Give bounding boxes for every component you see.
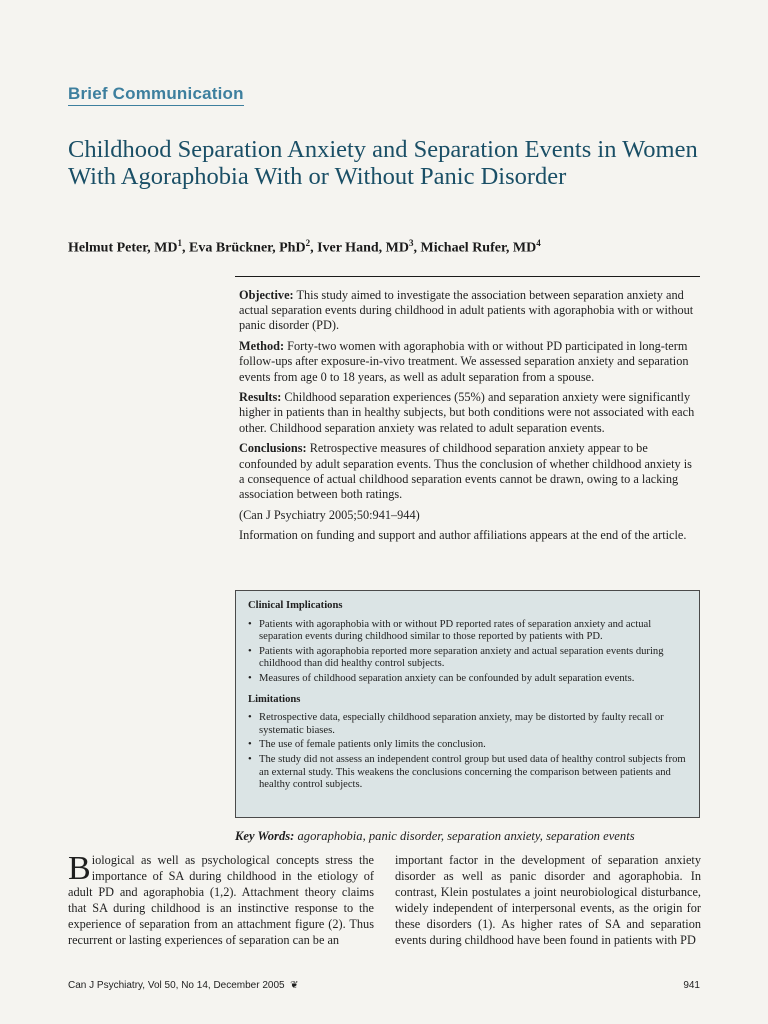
abstract-divider <box>235 276 700 277</box>
abstract-results-label: Results: <box>239 390 282 405</box>
limitations-list <box>248 712 687 792</box>
list-item: • Retrospective data, especially childhood separation anxiety, may be distorted by faulty recall or systematic biases. <box>248 712 687 737</box>
abstract-objective-text: This study aimed to investigate the association between separation anxiety and actual separation events during childhood in adult patients with agoraphobia with or without panic disorder (PD). <box>239 288 694 333</box>
author-affiliation-mark: 1 <box>177 238 182 248</box>
author-affiliation-mark: 3 <box>408 238 414 248</box>
author-separator: , <box>310 240 318 256</box>
body-column-left <box>68 850 374 948</box>
page-number: 941 <box>683 980 700 991</box>
key-words <box>235 829 715 844</box>
abstract-objective <box>239 288 700 334</box>
author-name: Helmut Peter, MD <box>68 240 178 256</box>
body-text-left: iological as well as psychological concepts stress the importance of SA during childhood in the etiology of adult PD and agoraphobia (1,2). Attachment theory claims that SA during childhood is an instinctive response to the experience of separation from an attachment figure (2). Thus recurrent or lasting experiences of separation can be an <box>68 853 374 947</box>
abstract-conclusions-text: Retrospective measures of childhood separation anxiety appear to be confounded by adult separation events. Thus the conclusion of whether childhood anxiety is a consequence of actual childhood separation events cannot be drawn, owing to a lacking association between both ratings. <box>239 441 692 501</box>
list-item: • Patients with agoraphobia with or without PD reported rates of separation anxiety and actual separation events during childhood similar to those reported by patients with PD. <box>248 619 687 644</box>
section-label: Brief Communication <box>68 84 244 106</box>
abstract-results <box>239 390 700 436</box>
author-name: Iver Hand, MD <box>317 240 409 256</box>
abstract-method-label: Method: <box>239 339 285 354</box>
footer-journal <box>68 980 299 991</box>
abstract-method <box>239 339 700 385</box>
author-name: Michael Rufer, MD <box>420 240 537 256</box>
key-words-text: agoraphobia, panic disorder, separation anxiety, separation events <box>294 829 635 843</box>
list-item: • Measures of childhood separation anxiety can be confounded by adult separation events. <box>248 673 687 686</box>
abstract <box>239 288 700 549</box>
author-affiliation-mark: 4 <box>536 238 541 248</box>
clinical-implications-box <box>235 590 700 818</box>
implications-heading: Clinical Implications <box>248 600 343 611</box>
key-words-label: Key Words: <box>235 829 295 843</box>
implications-list <box>248 619 687 686</box>
abstract-conclusions-label: Conclusions: <box>239 441 307 456</box>
abstract-method-text: Forty-two women with agoraphobia with or without PD participated in long-term follow-ups after exposure-in-vivo treatment. We assessed separation anxiety and separation events from age 0 to 18 years, as well as adult separation from a spouse. <box>239 339 689 384</box>
drop-cap: B <box>68 850 91 887</box>
author-name: Eva Brückner, PhD <box>189 240 306 256</box>
author-list <box>68 238 708 257</box>
list-item: • Patients with agoraphobia reported more separation anxiety and actual separation events during childhood than did healthy control subjects. <box>248 646 687 671</box>
abstract-results-text: Childhood separation experiences (55%) and separation anxiety were significantly higher in patients than in healthy subjects, but both conditions were not associated with each other. Childhood separation anxiety was related to adult separation events. <box>239 390 695 435</box>
maple-leaf-icon: ❦ <box>290 980 299 991</box>
list-item: • The study did not assess an independent control group but used data of healthy control subjects from an external study. This weakens the conclusions concerning the comparison between patients and healthy control subjects. <box>248 754 687 792</box>
abstract-citation: (Can J Psychiatry 2005;50:941–944) <box>239 507 420 522</box>
list-item: • The use of female patients only limits the conclusion. <box>248 739 687 752</box>
funding-note: Information on funding and support and author affiliations appears at the end of the article. <box>239 528 687 543</box>
author-separator: , <box>182 240 189 256</box>
body-column-right: important factor in the development of separation anxiety disorder as well as panic disorder and agoraphobia. In contrast, Klein postulates a joint neurobiological disturbance, widely independent of interpersonal events, as the origin for these disorders (1). As higher rates of SA and separation events during childhood have been found in patients with PD <box>395 853 701 947</box>
limitations-heading: Limitations <box>248 693 301 705</box>
abstract-conclusions <box>239 441 700 502</box>
footer-journal-text: Can J Psychiatry, Vol 50, No 14, December 2005 <box>68 980 285 991</box>
author-separator: , <box>413 240 421 256</box>
article-title: Childhood Separation Anxiety and Separation Events in Women With Agoraphobia With or Without Panic Disorder <box>68 136 698 190</box>
author-affiliation-mark: 2 <box>305 238 311 248</box>
abstract-objective-label: Objective: <box>239 288 294 302</box>
